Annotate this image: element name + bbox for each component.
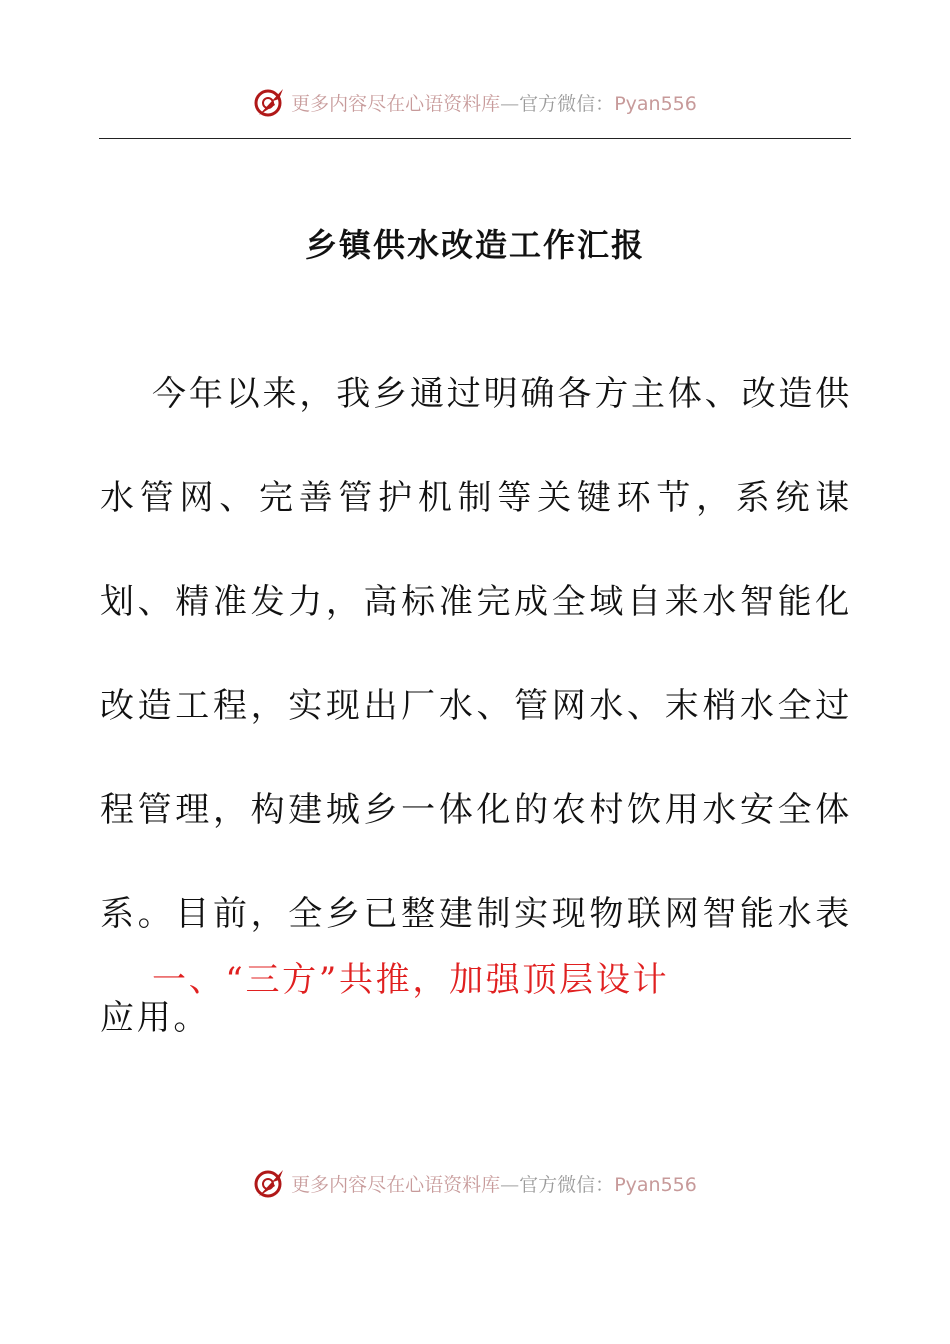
watermark-wechat-id: Pyan556 <box>614 1173 697 1196</box>
watermark-text <box>291 89 697 116</box>
quill-logo-icon <box>253 1166 287 1200</box>
watermark-text <box>291 1170 697 1197</box>
watermark-wechat-label: 官方微信： <box>519 92 615 115</box>
quill-logo-icon <box>253 85 287 119</box>
header-divider <box>99 138 851 139</box>
watermark-wechat-id: Pyan556 <box>614 92 697 115</box>
body-paragraph: 今年以来，我乡通过明确各方主体、改造供水管网、完善管护机制等关键环节，系统谋划、精准发力，高标准完成全域自来水智能化改造工程，实现出厂水、管网水、末梢水全过程管理，构建城乡一体化的农村饮用水安全体系。目前，全乡已整建制实现物联网智能水表应用。 <box>100 374 852 1038</box>
watermark-main-text: 更多内容尽在心语资料库 <box>291 92 501 115</box>
watermark-wechat-label: 官方微信： <box>519 1173 615 1196</box>
section-heading: 一、“三方”共推，加强顶层设计 <box>152 960 670 1000</box>
watermark-separator: — <box>500 92 520 115</box>
header-watermark <box>0 82 950 122</box>
footer-watermark <box>0 1163 950 1203</box>
watermark-separator: — <box>500 1173 520 1196</box>
watermark-main-text: 更多内容尽在心语资料库 <box>291 1173 501 1196</box>
document-title: 乡镇供水改造工作汇报 <box>304 226 645 264</box>
